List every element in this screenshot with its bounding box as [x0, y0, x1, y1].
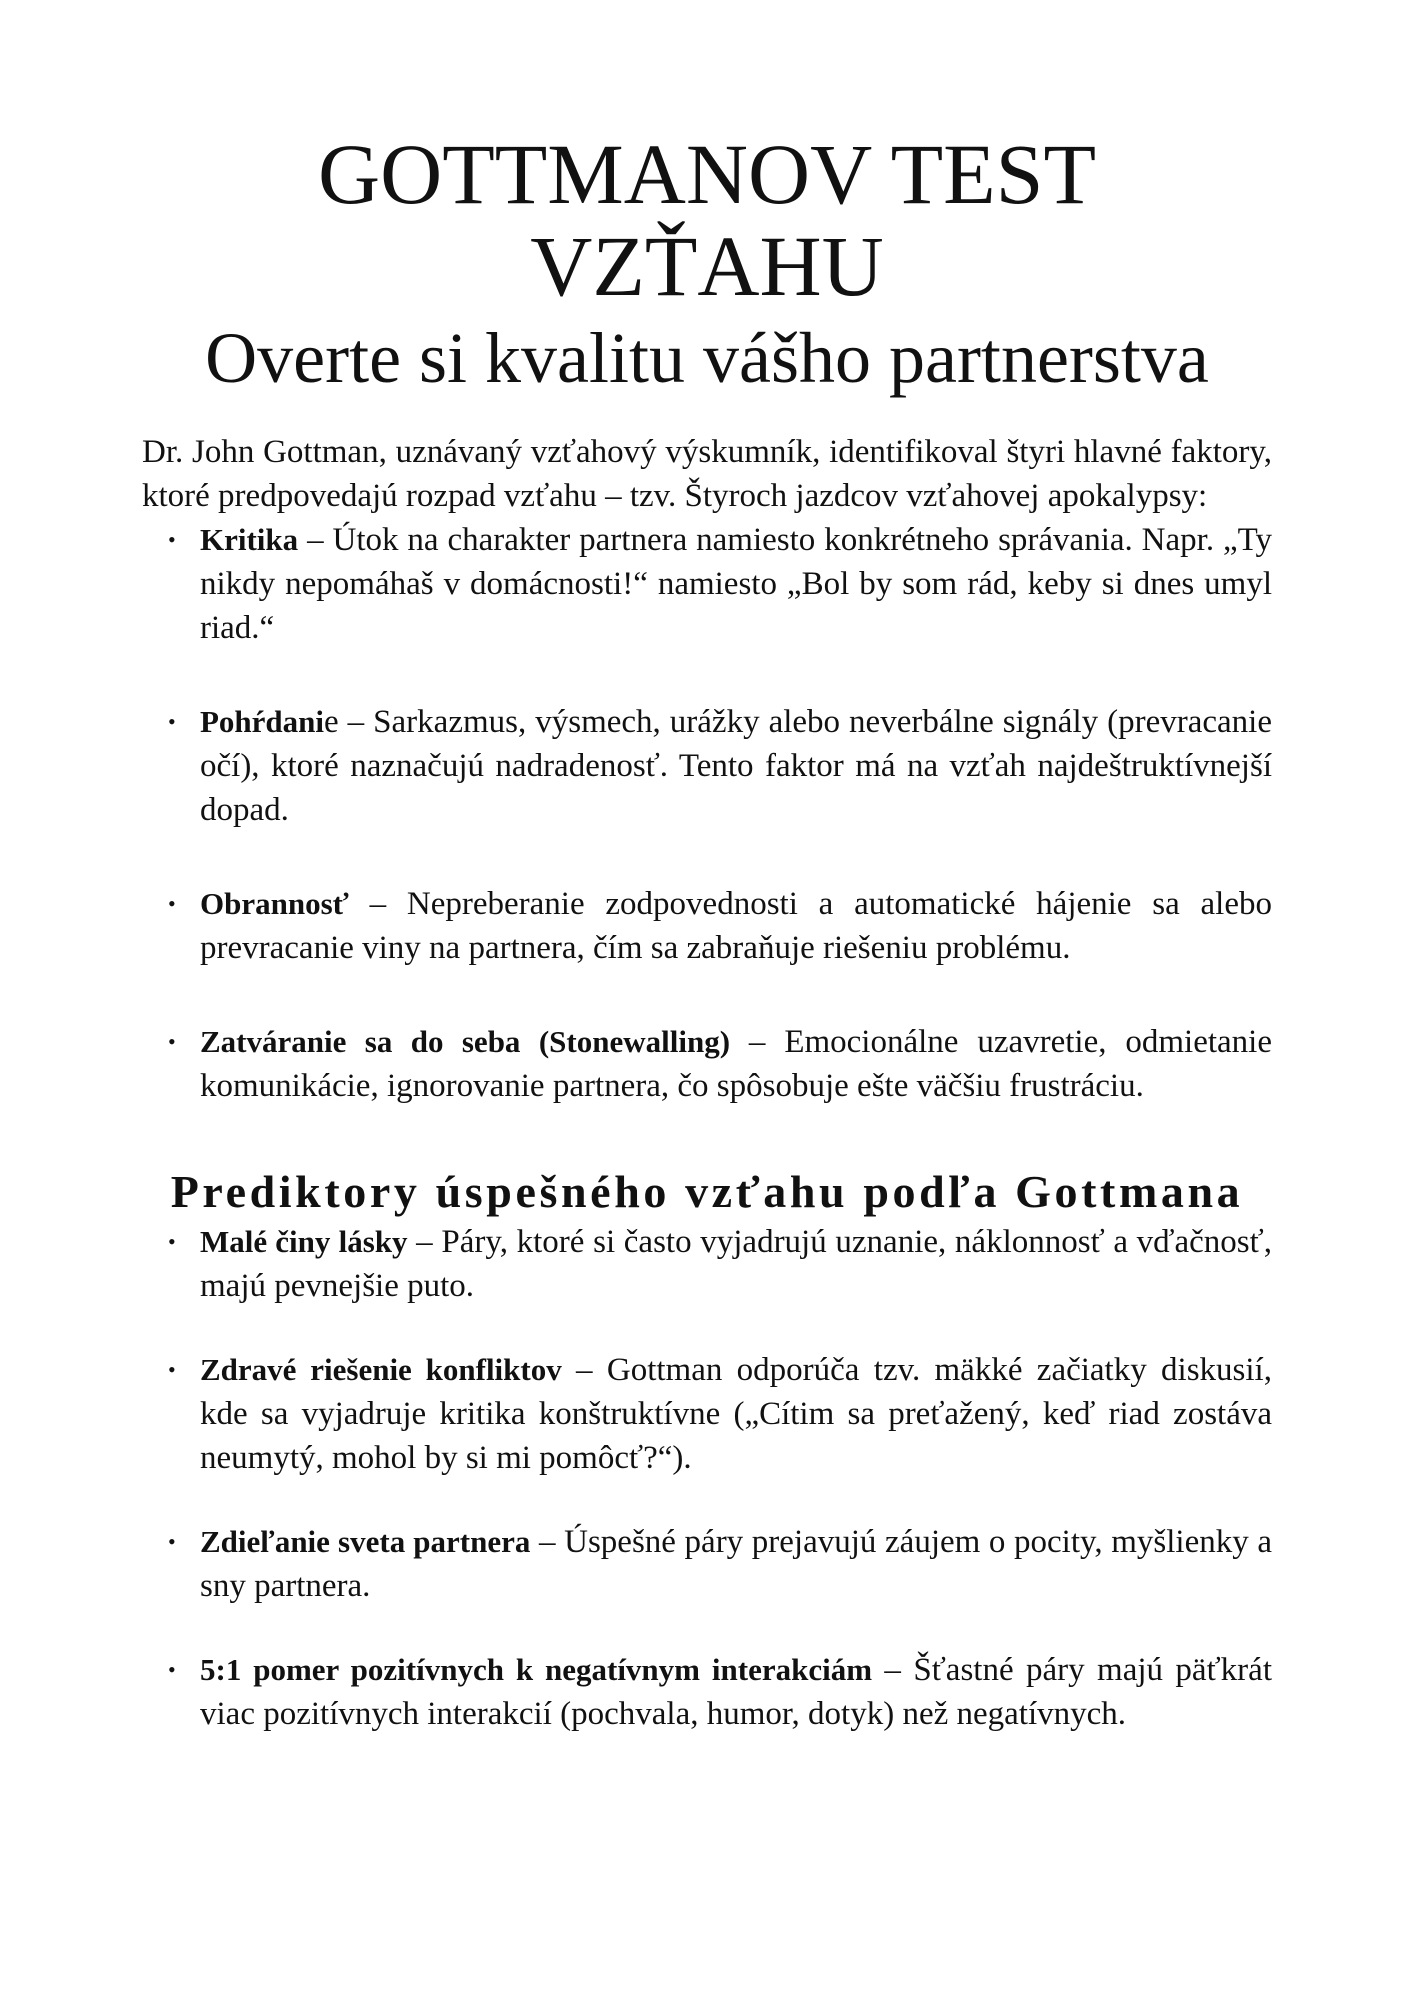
bullet-icon: • [168, 1029, 176, 1054]
list-item [142, 1220, 1272, 1308]
list-item [142, 1520, 1272, 1608]
list-item-term: Malé činy lásky [200, 1224, 408, 1259]
list-item-text: – Nepreberanie zodpovednosti a automatické hájenie sa alebo prevracanie viny na partnera, čím sa zabraňuje riešeniu problému. [200, 886, 1272, 966]
page-subtitle: Overte si kvalitu vášho partnerstva [205, 318, 1209, 398]
bullet-icon: • [168, 1357, 176, 1382]
list-item [142, 1020, 1272, 1108]
list-item-text: – Šťastné páry majú päťkrát viac pozitívnych interakcií (pochvala, humor, dotyk) než negatívnych. [200, 1652, 1272, 1732]
bullet-icon: • [168, 1657, 176, 1682]
list-item-term: Zdieľanie sveta partnera [200, 1524, 531, 1559]
section-heading: Prediktory úspešného vzťahu podľa Gottmana [170, 1166, 1244, 1217]
list-item [142, 1648, 1272, 1736]
bullet-icon: • [168, 709, 176, 734]
bullet-icon: • [168, 527, 176, 552]
list-item-text: – Páry, ktoré si často vyjadrujú uznanie, náklonnosť a vďačnosť, majú pevnejšie puto. [200, 1224, 1272, 1304]
document-page [142, 0, 1272, 1736]
list-item-text: – Úspešné páry prejavujú záujem o pocity, myšlienky a sny partnera. [200, 1524, 1272, 1604]
list-item-term: Kritika [200, 522, 299, 557]
predictors-list [142, 1220, 1272, 1736]
list-item-term: Zatváranie sa do seba (Stonewalling) [200, 1024, 731, 1059]
list-item-text: – Emocionálne uzavretie, odmietanie komunikácie, ignorovanie partnera, čo spôsobuje ešte väčšiu frustráciu. [200, 1024, 1272, 1104]
bullet-icon: • [168, 1529, 176, 1554]
list-item [142, 700, 1272, 832]
intro-paragraph: Dr. John Gottman, uznávaný vzťahový výskumník, identifikoval štyri hlavné faktory, ktoré predpovedajú rozpad vzťahu – tzv. Štyroch jazdcov vzťahovej apokalypsy: [142, 434, 1272, 514]
page-title: GOTTMANOV TEST VZŤAHU [318, 126, 1096, 314]
list-item [142, 1348, 1272, 1480]
list-item [142, 518, 1272, 650]
list-item [142, 882, 1272, 970]
horsemen-list [142, 518, 1272, 1108]
list-item-term: Pohŕdani [200, 704, 325, 739]
list-item-text: e – Sarkazmus, výsmech, urážky alebo neverbálne signály (prevracanie očí), ktoré naznačujú nadradenosť. Tento faktor má na vzťah najdeštruktívnejší dopad. [200, 704, 1272, 828]
list-item-term: Zdravé riešenie konfliktov [200, 1352, 562, 1387]
list-item-term: 5:1 pomer pozitívnych k negatívnym interakciám [200, 1652, 873, 1687]
list-item-term: Obrannosť [200, 886, 349, 921]
list-item-text: – Gottman odporúča tzv. mäkké začiatky diskusií, kde sa vyjadruje kritika konštruktívne („Cítim sa preťažený, keď riad zostáva neumytý, mohol by si mi pomôcť?“). [200, 1352, 1272, 1476]
list-item-text: – Útok na charakter partnera namiesto konkrétneho správania. Napr. „Ty nikdy nepomáhaš v domácnosti!“ namiesto „Bol by som rád, keby si dnes umyl riad.“ [200, 522, 1272, 646]
bullet-icon: • [168, 891, 176, 916]
bullet-icon: • [168, 1229, 176, 1254]
